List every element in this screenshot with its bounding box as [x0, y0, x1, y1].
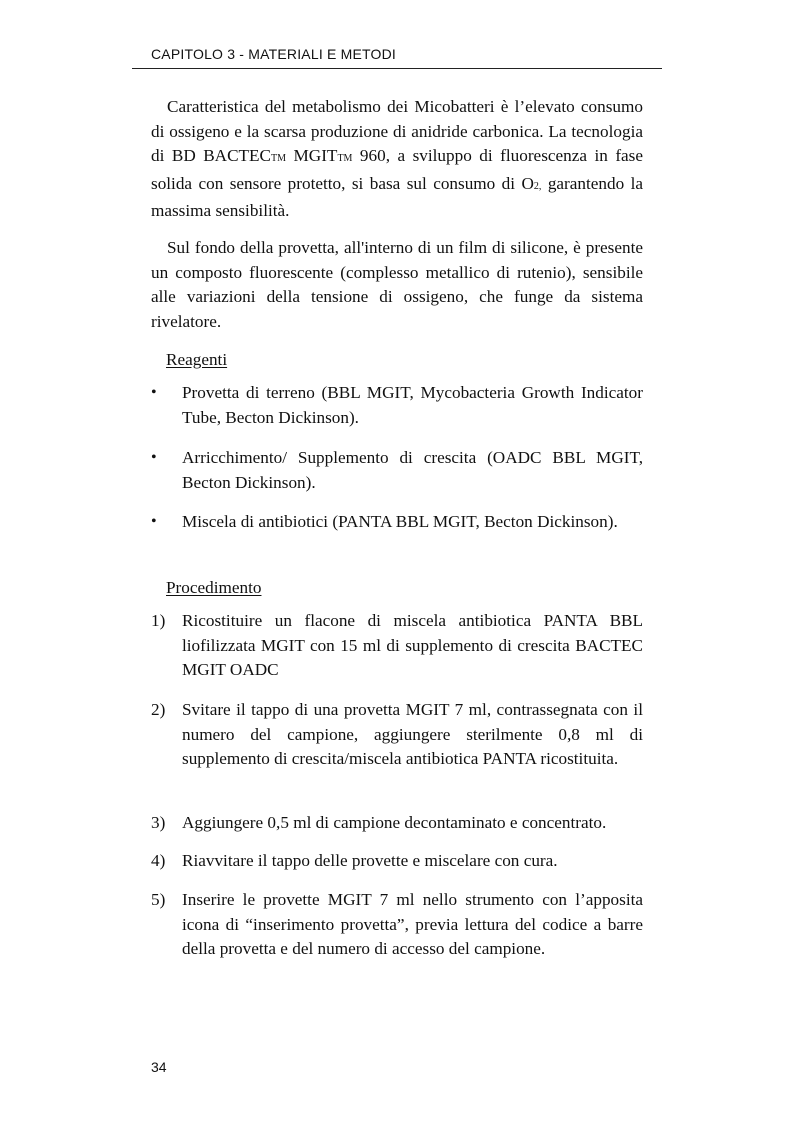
oxygen-subscript: 2,	[533, 180, 542, 192]
paragraph-metabolism-part2: MGIT	[286, 146, 338, 166]
reagent-text: Arricchimento/ Supplemento di crescita (OADC BBL MGIT, Becton Dickinson).	[182, 448, 643, 492]
list-item	[151, 510, 643, 535]
step-number: 1)	[151, 611, 166, 630]
list-item	[151, 849, 643, 874]
paragraph-metabolism-part1: Caratteristica del metabolismo dei Micobatteri è l’elevato consumo di ossigeno e la scarsa produzione di anidride carbonica. La tecnologia di BD BACTEC	[151, 97, 643, 166]
list-item	[151, 381, 643, 430]
paragraph-tube-text: Sul fondo della provetta, all'interno di un film di silicone, è presente un composto fluorescente (complesso metallico di rutenio), sensibile alle variazioni della tensione di ossigeno, che funge da sistema rivelatore.	[151, 238, 643, 331]
step-text: Ricostituire un flacone di miscela antibiotica PANTA BBL liofilizzata MGIT con 15 ml di supplemento di crescita BACTEC MGIT OADC	[182, 611, 643, 680]
step-number: 5)	[151, 890, 166, 909]
bullet-marker: •	[151, 513, 157, 530]
bullet-marker: •	[151, 449, 157, 466]
step-text: Riavvitare il tappo delle provette e miscelare con cura.	[182, 851, 558, 870]
bullet-marker: •	[151, 384, 157, 401]
procedimento-heading: Procedimento	[166, 578, 262, 597]
step-number: 3)	[151, 813, 166, 832]
reagenti-heading: Reagenti	[166, 350, 228, 369]
step-text: Svitare il tappo di una provetta MGIT 7 ml, contrassegnata con il numero del campione, aggiungere sterilmente 0,8 ml di supplemento di crescita/miscela antibiotica PANTA ricostituita.	[182, 700, 643, 769]
list-item	[151, 446, 643, 495]
list-item	[151, 811, 643, 836]
list-item	[151, 609, 643, 683]
step-text: Inserire le provette MGIT 7 ml nello strumento con l’apposita icona di “inserimento provetta”, previa lettura del codice a barre della provetta e del numero di accesso del campione.	[182, 890, 643, 959]
paragraph-metabolism	[151, 95, 643, 224]
step-text: Aggiungere 0,5 ml di campione decontaminato e concentrato.	[182, 813, 607, 832]
paragraph-metabolism-part4: garantendo la massima sensibilità.	[151, 173, 643, 221]
chapter-header: CAPITOLO 3 - MATERIALI E METODI	[151, 46, 397, 62]
paragraph-metabolism-text	[151, 95, 643, 224]
reagent-text: Provetta di terreno (BBL MGIT, Mycobacteria Growth Indicator Tube, Becton Dickinson).	[182, 383, 643, 427]
reagent-text: Miscela di antibiotici (PANTA BBL MGIT, Becton Dickinson).	[182, 512, 618, 531]
paragraph-metabolism-part3: 960, a sviluppo di fluorescenza in fase solida con sensore protetto, si basa sul consumo di O	[151, 146, 643, 193]
page-number: 34	[151, 1059, 167, 1075]
step-number: 2)	[151, 700, 166, 719]
trademark-sub-1: TM	[271, 153, 287, 165]
list-item	[151, 888, 643, 962]
paragraph-tube	[151, 236, 643, 334]
trademark-sub-2: TM	[337, 153, 353, 165]
list-item	[151, 698, 643, 772]
step-number: 4)	[151, 851, 166, 870]
header-rule	[132, 68, 662, 69]
